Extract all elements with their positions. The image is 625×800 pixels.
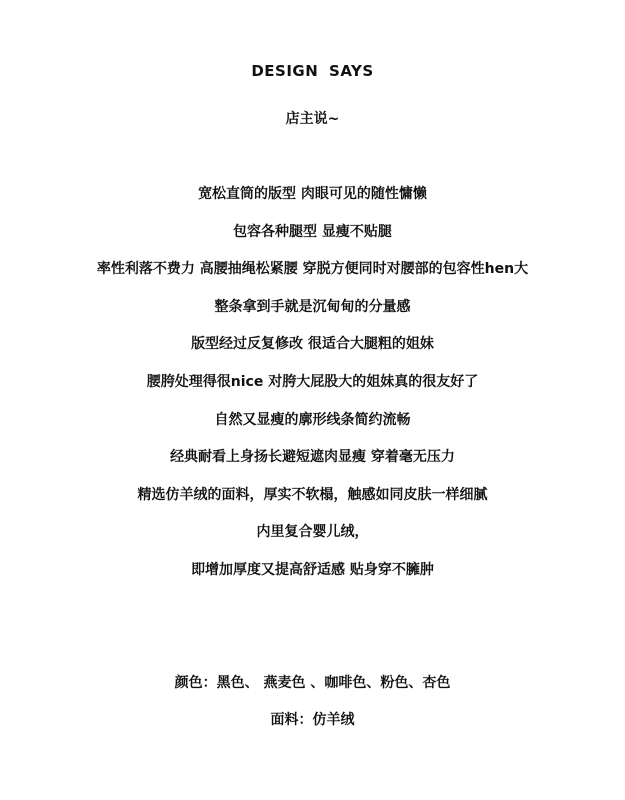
description-line: 精选仿羊绒的面料，厚实不软榻，触感如同皮肤一样细腻 [137,486,488,503]
page-title: DESIGN SAYS [251,62,374,80]
description-line: 宽松直筒的版型 肉眼可见的随性慵懒 [198,186,427,202]
description-line: 内里复合婴儿绒， [256,524,369,541]
description-line: 腰胯处理得很nice 对胯大屁股大的姐妹真的很友好了 [146,373,479,390]
description-line: 版型经过反复修改 很适合大腿粗的姐妹 [191,336,434,353]
description-line: 整条拿到手就是沉甸甸的分量感 [214,298,411,315]
description-list [0,181,625,595]
description-line: 率性利落不费力 高腰抽绳松紧腰 穿脱方便同时对腰部的包容性hen大 [96,261,529,278]
fabric-info: 面料：仿羊绒 [270,712,355,728]
description-line: 包容各种腿型 显瘦不贴腿 [233,223,392,240]
color-options: 颜色：黑色、 燕麦色 、咖啡色、粉色、杏色 [174,675,451,691]
description-line: 自然又显瘦的廓形线条简约流畅 [214,411,411,428]
description-line: 经典耐看上身扬长避短遮肉显瘦 穿着毫无压力 [170,449,455,466]
description-line: 即增加厚度又提高舒适感 贴身穿不臃肿 [191,561,434,578]
page-subtitle: 店主说~ [285,111,340,127]
product-meta [0,671,625,745]
